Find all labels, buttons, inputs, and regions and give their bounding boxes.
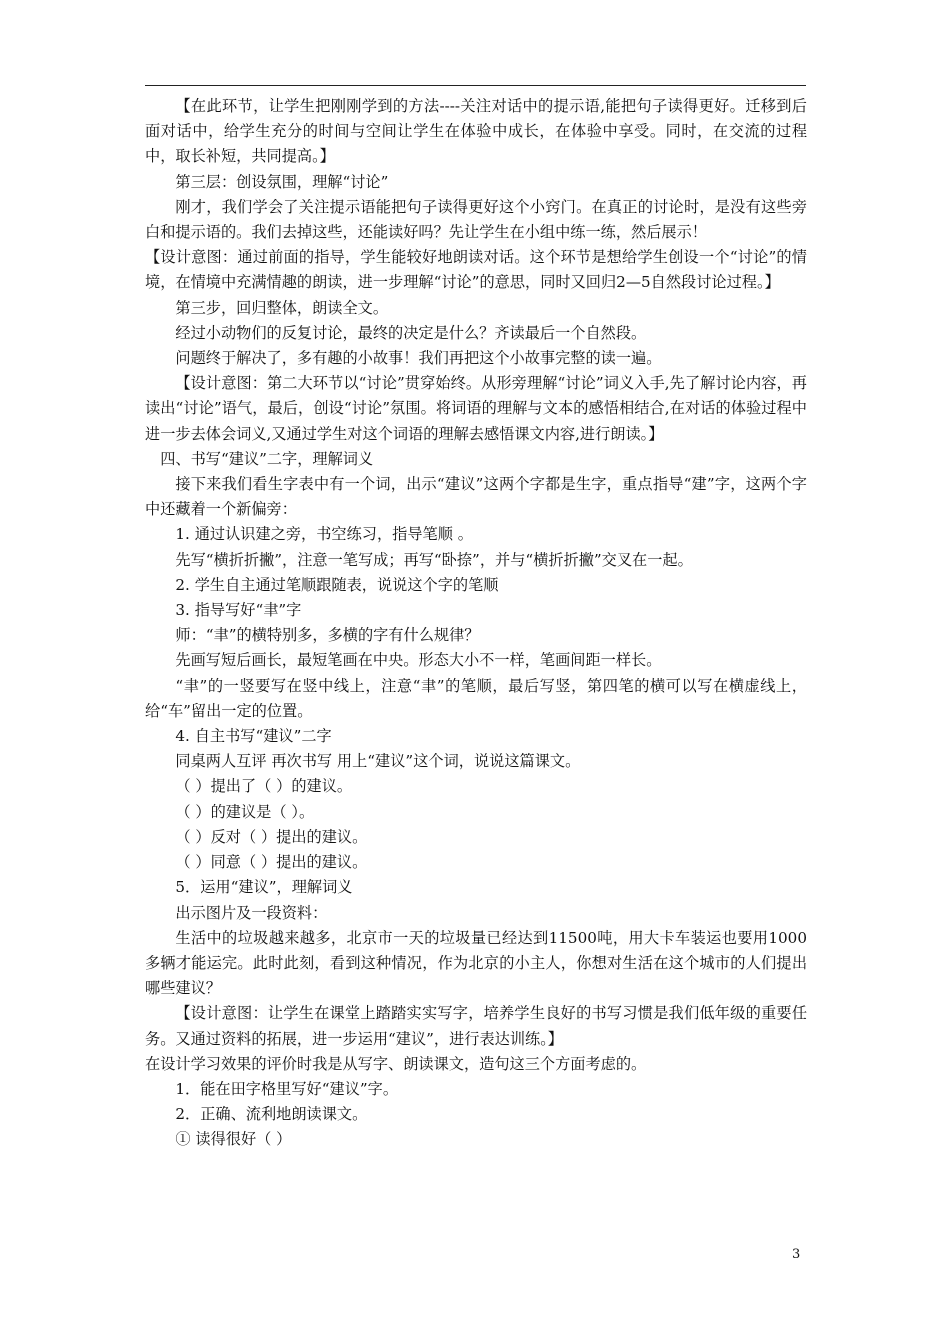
list-item: 2. 学生自主通过笔顺跟随表，说说这个字的笔顺 <box>175 575 499 594</box>
paragraph: 先写“横折折撇”，注意一笔写成；再写“卧捺”，并与“横折折撇”交叉在一起。 <box>175 550 693 569</box>
paragraph: 在设计学习效果的评价时我是从写字、朗读课文，造句这三个方面考虑的。 <box>145 1054 647 1073</box>
paragraph: 出示图片及一段资料： <box>175 903 328 922</box>
paragraph: 师：“聿”的横特别多，多横的字有什么规律？ <box>175 626 480 645</box>
paragraph: 问题终于解决了，多有趣的小故事！我们再把这个小故事完整的读一遍。 <box>175 349 662 368</box>
paragraph: 生活中的垃圾越来越多，北京市一天的垃圾量已经达到11500吨，用大卡车装运也要用1000多辆才能运完。此时此刻，看到这种情况，作为北京的小主人，你想对生活在这个城市的人们提出哪些建议？ <box>145 928 807 998</box>
paragraph: 经过小动物们的反复讨论，最终的决定是什么？齐读最后一个自然段。 <box>175 323 647 342</box>
fill-blank-line: （ ）的建议是（ ）。 <box>175 802 315 821</box>
list-item: 3. 指导写好“聿”字 <box>175 601 302 620</box>
paragraph: 第三步，回归整体，朗读全文。 <box>175 298 389 317</box>
page-body <box>145 94 807 1153</box>
paragraph: 【设计意图：第二大环节以“讨论”贯穿始终。从形旁理解“讨论”词义入手,先了解讨论内容，再读出“讨论”语气，最后，创设“讨论”氛围。将词语的理解与文本的感悟相结合,在对话的体验过程中进一步去体会词义,又通过学生对这个词语的理解去感悟课文内容,进行朗读。】 <box>145 374 807 443</box>
list-item: 1. 通过认识建之旁，书空练习，指导笔顺 。 <box>175 525 473 544</box>
list-item: ① 读得很好（ ） <box>175 1130 292 1149</box>
fill-blank-line: （ ）提出了（ ）的建议。 <box>175 777 353 796</box>
fill-blank-line: （ ）同意（ ）提出的建议。 <box>175 853 368 872</box>
paragraph: 刚才，我们学会了关注提示语能把句子读得更好这个小窍门。在真正的讨论时，是没有这些旁白和提示语的。我们去掉这些，还能读好吗？先让学生在小组中练一练，然后展示！ <box>145 197 807 242</box>
list-item: 2．正确、流利地朗读课文。 <box>175 1105 368 1124</box>
header-rule <box>145 85 806 86</box>
paragraph: 第三层：创设氛围，理解“讨论” <box>175 172 389 191</box>
paragraph: 【设计意图：让学生在课堂上踏踏实实写字，培养学生良好的书写习惯是我们低年级的重要任务。又通过资料的拓展，进一步运用“建议”，进行表达训练。】 <box>145 1004 807 1048</box>
paragraph: 【设计意图：通过前面的指导，学生能较好地朗读对话。这个环节是想给学生创设一个“讨论”的情境，在情境中充满情趣的朗读，进一步理解“讨论”的意思，同时又回归2—5自然段讨论过程。】 <box>145 248 807 292</box>
fill-blank-line: （ ）反对（ ）提出的建议。 <box>175 827 368 846</box>
page-number: 3 <box>792 1247 801 1262</box>
list-item: 4. 自主书写“建议”二字 <box>175 727 332 746</box>
list-item: 5．运用“建议”，理解词义 <box>175 878 353 897</box>
list-item: 1．能在田字格里写好“建议”字。 <box>175 1079 399 1098</box>
section-heading: 四、书写“建议”二字，理解词义 <box>160 449 374 468</box>
paragraph: 接下来我们看生字表中有一个词，出示“建议”这两个字都是生字，重点指导“建”字，这两个字中还藏着一个新偏旁： <box>145 475 807 519</box>
paragraph: “聿”的一竖要写在竖中线上，注意“聿”的笔顺，最后写竖，第四笔的横可以写在横虚线上，给“⻋”留出一定的位置。 <box>145 676 807 720</box>
paragraph: 先画写短后画长，最短笔画在中央。形态大小不一样，笔画间距一样长。 <box>175 651 662 670</box>
paragraph: 【在此环节，让学生把刚刚学到的方法----关注对话中的提示语,能把句子读得更好。迁移到后面对话中，给学生充分的时间与空间让学生在体验中成长，在体验中享受。同时，在交流的过程中，取长补短，共同提高。】 <box>145 97 807 166</box>
paragraph: 同桌两人互评 再次书写 用上“建议”这个词，说说这篇课文。 <box>175 752 581 771</box>
